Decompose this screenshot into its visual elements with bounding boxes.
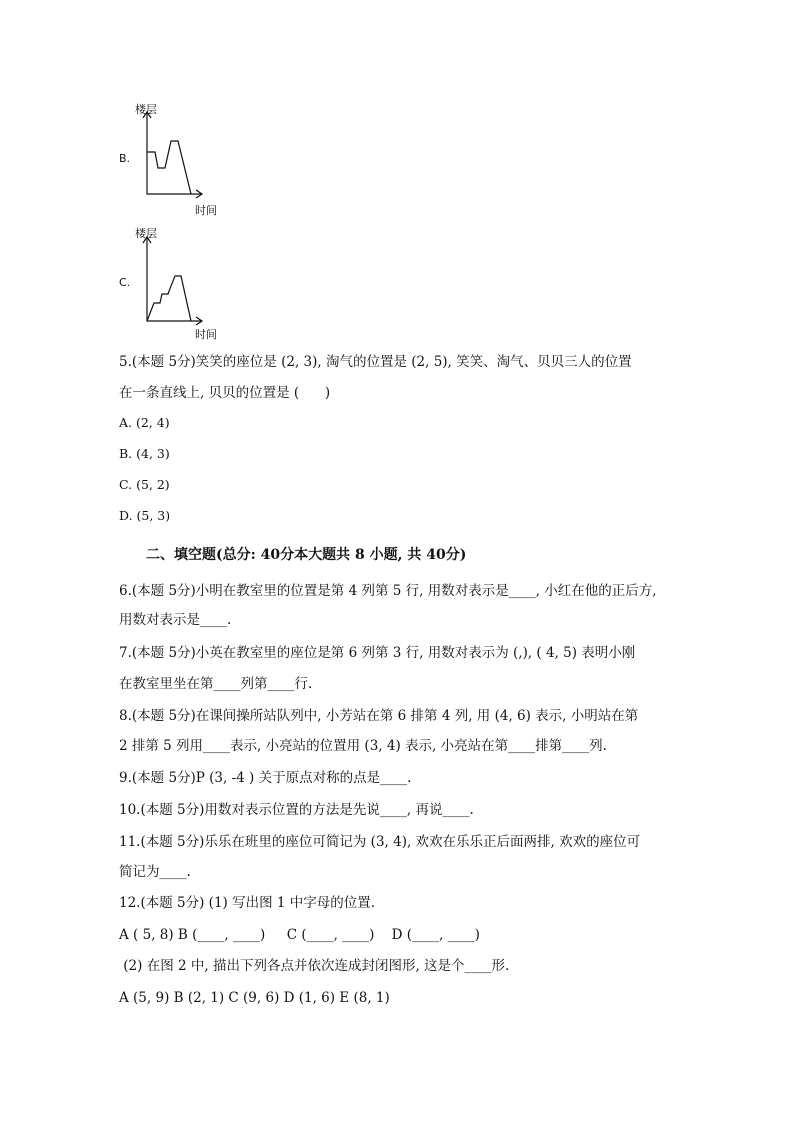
q8-line-1: 8.(本题 5分)在课间操所站队列中, 小芳站在第 6 排第 4 列, 用 (4, 6) 表示, 小明站在第 xyxy=(119,708,639,724)
graph-b-line xyxy=(147,141,191,194)
q6-line-1: 6.(本题 5分)小明在教室里的位置是第 4 列第 5 行, 用数对表示是____, 小红在他的正后方, xyxy=(119,583,657,599)
q12-line-3: (2) 在图 2 中, 描出下列各点并依次连成封闭图形, 这是个____形. xyxy=(119,958,510,974)
q7-line-1: 7.(本题 5分)小英在教室里的座位是第 6 列第 3 行, 用数对表示为 (,), ( 4, 5) 表明小刚 xyxy=(119,645,636,661)
q5-option-c: C. (5, 2) xyxy=(119,477,170,492)
q12-line-1: 12.(本题 5分) (1) 写出图 1 中字母的位置. xyxy=(119,895,376,911)
q9-line: 9.(本题 5分)P (3, -4 ) 关于原点对称的点是____. xyxy=(119,770,412,786)
q12-line-2: A ( 5, 8) B (____, ____) C (____, ____) D (____, ____) xyxy=(119,927,480,943)
q8-line-2: 2 排第 5 列用____表示, 小亮站的位置用 (3, 4) 表示, 小亮站在第____排第____列. xyxy=(119,738,607,754)
q5-option-a: A. (2, 4) xyxy=(119,415,170,430)
graph-c-axes xyxy=(147,237,202,321)
q10-line: 10.(本题 5分)用数对表示位置的方法是先说____, 再说____. xyxy=(119,802,474,818)
q6-line-2: 用数对表示是____. xyxy=(119,612,232,628)
graph-c-x-label: 时间 xyxy=(195,328,217,341)
q7-line-2: 在教室里坐在第____列第____行. xyxy=(119,676,313,692)
graph-b-y-label: 楼层 xyxy=(135,103,157,116)
q5-line-1: 5.(本题 5分)笑笑的座位是 (2, 3), 淘气的位置是 (2, 5), 笑笑、淘气、贝贝三人的位置 xyxy=(119,354,632,370)
graph-c-option-label: C. xyxy=(119,276,131,289)
graph-b-option-label: B. xyxy=(119,152,131,165)
q12-line-4: A (5, 9) B (2, 1) C (9, 6) D (1, 6) E (8, 1) xyxy=(119,990,390,1006)
graph-b-plot xyxy=(140,112,220,212)
graph-b-x-label: 时间 xyxy=(195,204,217,217)
q5-option-b: B. (4, 3) xyxy=(119,446,170,461)
q5-option-d: D. (5, 3) xyxy=(119,508,171,523)
q11-line-2: 简记为____. xyxy=(119,864,191,880)
q11-line-1: 11.(本题 5分)乐乐在班里的座位可简记为 (3, 4), 欢欢在乐乐正后面两排, 欢欢的座位可 xyxy=(119,834,641,850)
graph-c-line xyxy=(147,276,191,321)
graph-c-plot xyxy=(140,237,220,337)
q5-line-2: 在一条直线上, 贝贝的位置是 ( ) xyxy=(119,385,331,401)
graph-c-y-label: 楼层 xyxy=(135,227,157,240)
section-2-heading: 二、填空题(总分: 40分本大题共 8 小题, 共 40分) xyxy=(146,547,467,563)
